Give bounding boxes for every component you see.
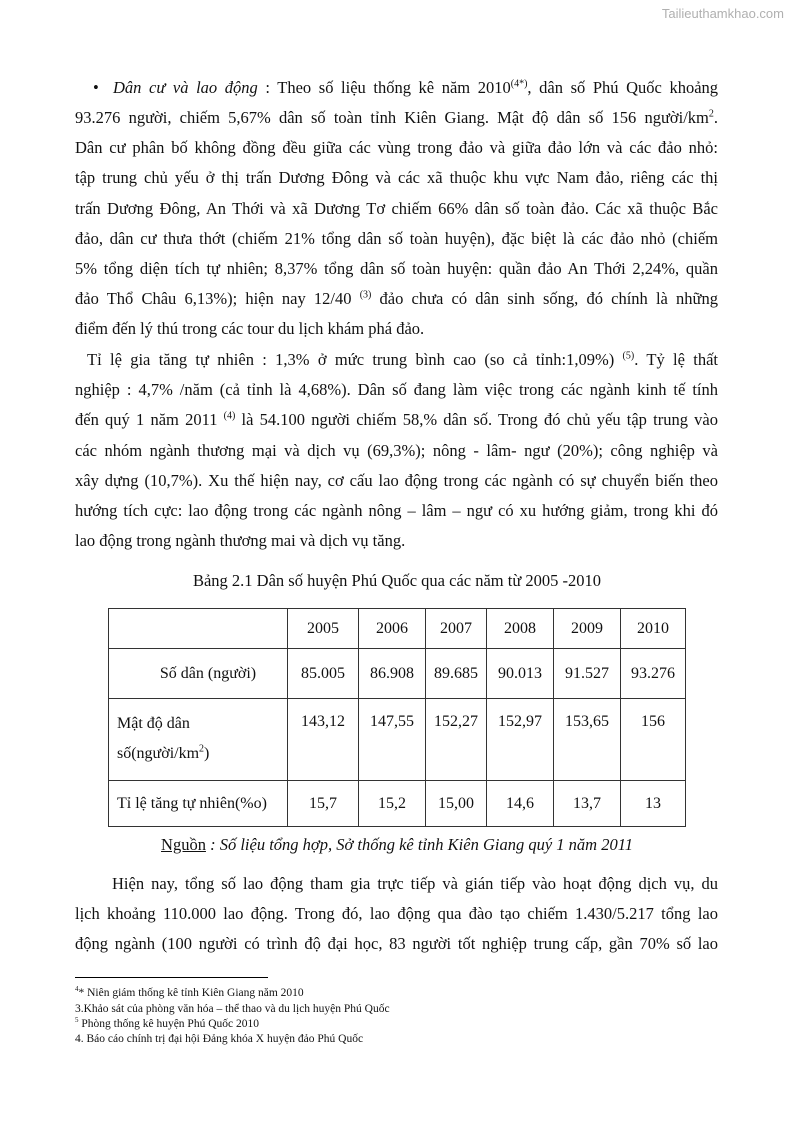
table-source <box>0 835 794 855</box>
text: . Tỷ lệ thất <box>634 350 718 369</box>
table-cell: 89.685 <box>426 649 487 699</box>
table-cell: 93.276 <box>621 649 686 699</box>
table-cell: 13 <box>621 781 686 827</box>
year-header: 2005 <box>288 609 359 649</box>
table-caption: Bảng 2.1 Dân số huyện Phú Quốc qua các năm từ 2005 -2010 <box>192 571 602 590</box>
watermark: Tailieuthamkhao.com <box>661 6 784 21</box>
year-header: 2010 <box>621 609 686 649</box>
footnote-text: * Niên giám thống kê tỉnh Kiên Giang năm 2010 <box>78 987 304 999</box>
table-cell: 15,2 <box>359 781 426 827</box>
bullet-icon: • <box>93 78 99 97</box>
table-row <box>109 649 686 699</box>
text-line: trấn Dương Đông, An Thới và xã Dương Tơ chiếm 66% dân số toàn đảo. Các xã thuộc Bắc <box>75 199 718 218</box>
footnote-ref: (4) <box>223 410 236 422</box>
superscript: 2 <box>199 743 205 755</box>
text: đảo Thổ Châu 6,13%); hiện nay 12/40 <box>75 289 360 308</box>
row-label-text: ) <box>204 745 210 762</box>
table-cell: 143,12 <box>288 699 359 781</box>
text-line: động ngành (100 người có trình độ đại học, 83 người tốt nghiệp trung cấp, gần 70% số lao <box>75 934 718 953</box>
text-line <box>93 78 719 98</box>
table-cell: 90.013 <box>487 649 554 699</box>
footnote-number: 4 <box>75 985 79 994</box>
table-row <box>109 781 686 827</box>
year-header: 2006 <box>359 609 426 649</box>
table-header-row <box>109 609 686 649</box>
text-line <box>87 350 718 370</box>
table-row <box>109 699 686 781</box>
section-title: Dân cư và lao động <box>113 78 258 97</box>
table-cell: 85.005 <box>288 649 359 699</box>
text-line: điểm đến lý thú trong các tour du lịch khám phá đảo. <box>75 319 425 338</box>
footnote <box>75 1032 363 1046</box>
text-line: 5% tổng diện tích tự nhiên; 8,37% tổng dân số toàn huyện: quần đảo An Thới 2,24%, quần <box>75 259 718 278</box>
text-line: các nhóm ngành thương mại và dịch vụ (69,3%); nông - lâm- ngư (20%); công nghiệp và <box>75 441 718 460</box>
table-cell: 15,00 <box>426 781 487 827</box>
text-line <box>75 289 718 309</box>
footnote-ref: (5) <box>622 350 635 362</box>
row-label: Tỉ lệ tăng tự nhiên(%o) <box>109 781 288 827</box>
table-cell: 147,55 <box>359 699 426 781</box>
table-cell: 153,65 <box>554 699 621 781</box>
year-header: 2008 <box>487 609 554 649</box>
text: Tỉ lệ gia tăng tự nhiên : 1,3% ở mức trung bình cao (so cả tỉnh:1,09%) <box>87 350 623 369</box>
table-cell: 91.527 <box>554 649 621 699</box>
superscript: 2 <box>708 108 714 120</box>
text: đến quý 1 năm 2011 <box>75 410 224 429</box>
text-line: Hiện nay, tổng số lao động tham gia trực tiếp và gián tiếp vào hoạt động dịch vụ, du <box>112 874 718 893</box>
footnote <box>75 986 304 1000</box>
footnote-divider <box>75 977 268 978</box>
footnote-text: 3.Khảo sát của phòng văn hóa – thể thao và du lịch huyện Phú Quốc <box>75 1003 390 1015</box>
footnote-number: 5 <box>75 1016 79 1025</box>
text-line: tập trung chủ yếu ở thị trấn Dương Đông và các xã thuộc khu vực Nam đảo, riêng các thị <box>75 168 718 187</box>
table-cell: 14,6 <box>487 781 554 827</box>
footnote-ref: (3) <box>359 289 372 301</box>
text-line <box>75 108 718 128</box>
row-label: Số dân (người) <box>109 649 288 699</box>
text: 93.276 người, chiếm 5,67% dân số toàn tỉnh Kiên Giang. Mật độ dân số 156 người/km <box>75 108 709 127</box>
footnote-ref: (4*) <box>510 78 528 90</box>
table-cell: 15,7 <box>288 781 359 827</box>
text-line: lao động trong ngành thương mai và dịch vụ tăng. <box>75 531 406 550</box>
text: đảo chưa có dân sinh sống, đó chính là những <box>371 289 718 308</box>
source-text: : Số liệu tổng hợp, Sở thống kê tỉnh Kiên Giang quý 1 năm 2011 <box>205 835 633 854</box>
table-cell: 86.908 <box>359 649 426 699</box>
population-table <box>108 608 686 827</box>
text-line: Dân cư phân bố không đồng đều giữa các vùng trong đảo và giữa đảo lớn và các đảo nhỏ: <box>75 138 718 157</box>
text: , dân số Phú Quốc khoảng <box>527 78 719 97</box>
footnote <box>75 1017 259 1031</box>
text-line: nghiệp : 4,7% /năm (cả tỉnh là 4,68%). Dân số đang làm việc trong các ngành kinh tế tính <box>75 380 718 399</box>
text: là 54.100 người chiếm 58,% dân số. Trong đó chủ yếu tập trung vào <box>235 410 718 429</box>
text-line <box>75 410 718 430</box>
text-line: đảo, dân cư thưa thớt (chiếm 21% tổng dân số toàn huyện), đặc biệt là các đảo nhỏ (chiếm <box>75 229 718 248</box>
source-label: Nguồn <box>161 835 206 854</box>
table-corner-cell <box>109 609 288 649</box>
table-cell: 152,97 <box>487 699 554 781</box>
table-cell: 152,27 <box>426 699 487 781</box>
text-line: hướng tích cực: lao động trong các ngành nông – lâm – ngư có xu hướng giảm, trong khi đó <box>75 501 718 520</box>
table-cell: 156 <box>621 699 686 781</box>
text-line: xây dựng (10,7%). Xu thế hiện nay, cơ cấu lao động trong các ngành có sự chuyển biến theo <box>75 471 718 490</box>
table-cell: 13,7 <box>554 781 621 827</box>
year-header: 2009 <box>554 609 621 649</box>
row-label-text: Mật độ dân số(người/km <box>117 715 200 762</box>
footnote-text: 4. Báo cáo chính trị đại hội Đảng khóa X huyện đảo Phú Quốc <box>75 1033 364 1045</box>
text: . <box>713 108 718 127</box>
year-header: 2007 <box>426 609 487 649</box>
row-label <box>109 699 288 781</box>
footnote <box>75 1002 390 1016</box>
text-line: lịch khoảng 110.000 lao động. Trong đó, lao động qua đào tạo chiếm 1.430/5.217 tổng lao <box>75 904 718 923</box>
text: : Theo số liệu thống kê năm 2010 <box>257 78 511 97</box>
footnote-text: Phòng thống kê huyện Phú Quốc 2010 <box>78 1018 259 1030</box>
